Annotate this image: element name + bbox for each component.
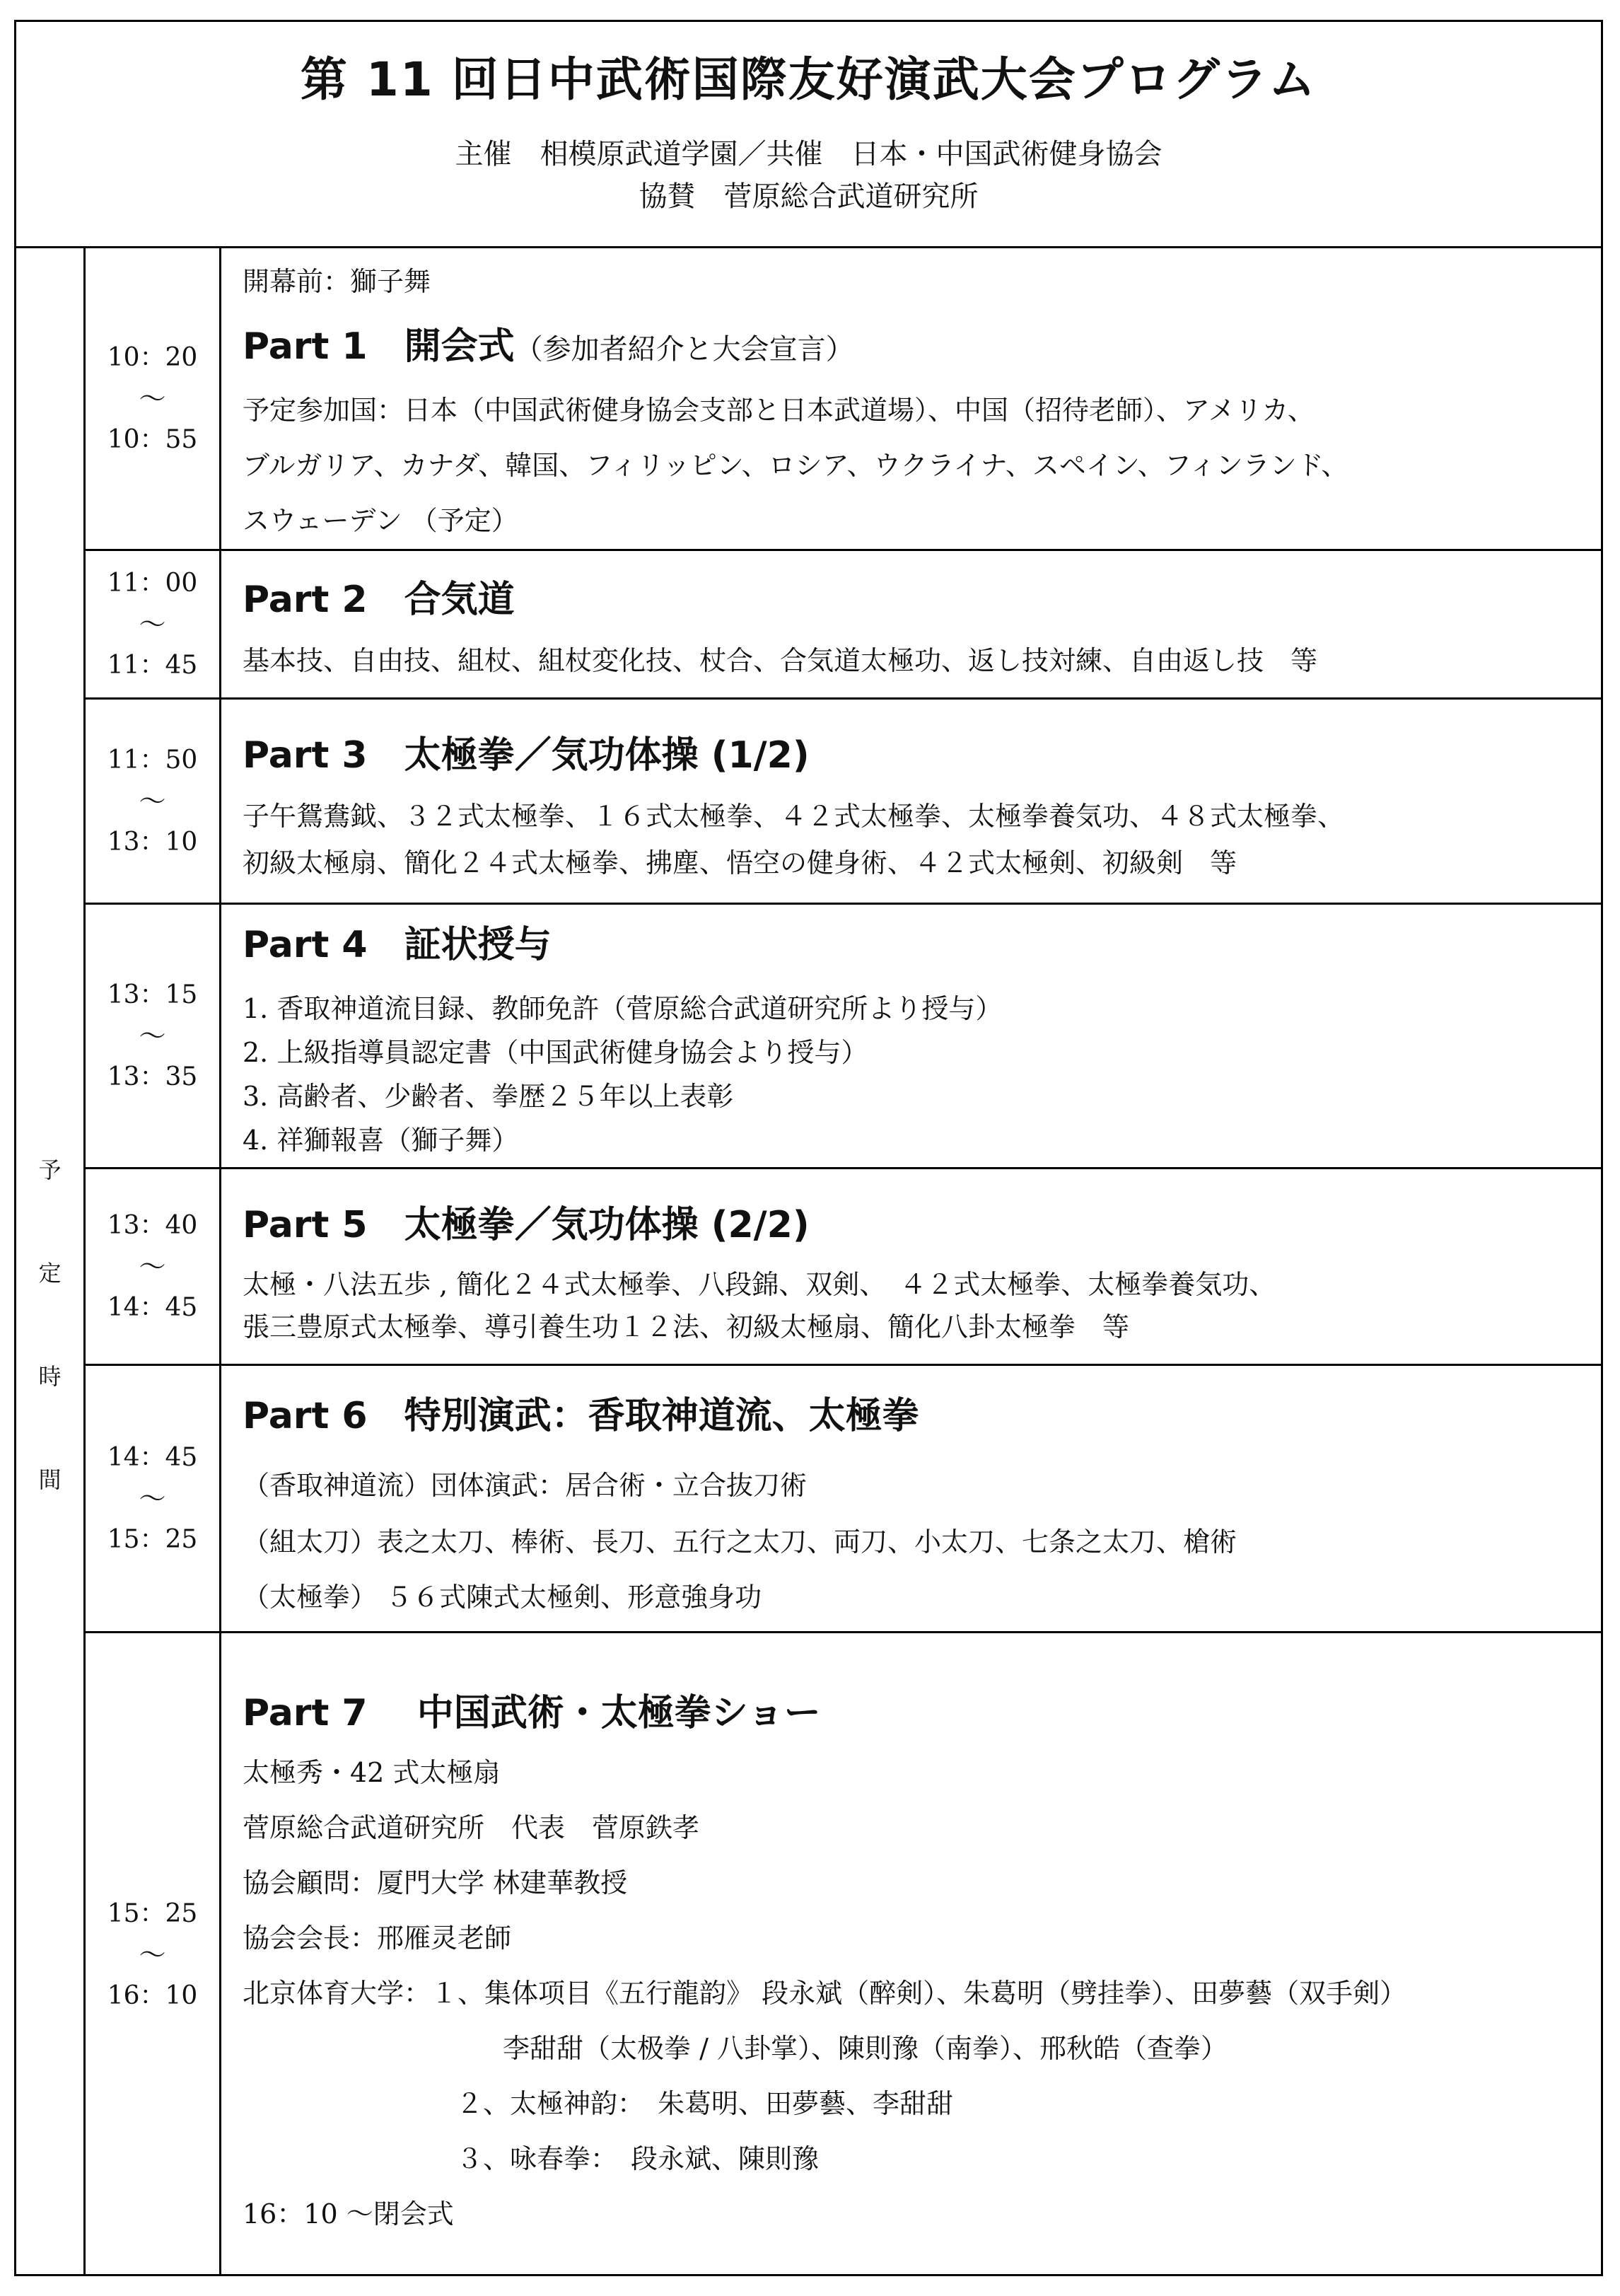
schedule-row-part-7 xyxy=(86,1633,1601,2276)
part-line: （香取神道流）団体演武：居合術・立合抜刀術 xyxy=(243,1470,808,1501)
schedule-side-column xyxy=(16,248,86,2274)
part-line: 4. 祥獅報喜（獅子舞） xyxy=(243,1125,519,1156)
part-content xyxy=(243,905,1594,1167)
part-line: ３、咏春拳： 段永斌、陳則豫 xyxy=(456,2143,820,2174)
schedule-row-part-1 xyxy=(86,248,1601,551)
pre-opening-note: 開幕前：獅子舞 xyxy=(243,266,431,297)
part-line: ２、太極神韵： 朱葛明、田夢藝、李甜甜 xyxy=(456,2088,954,2119)
side-label-char: 間 xyxy=(38,1466,62,1493)
time-separator: ～ xyxy=(139,1483,166,1514)
part-line: 協会会長：邢雁灵老師 xyxy=(243,1923,512,1954)
part-title-text: Part 1 開会式 xyxy=(243,325,515,368)
time-separator: ～ xyxy=(139,383,166,414)
time-start: 13：40 xyxy=(107,1210,198,1240)
part-line: 1. 香取神道流目録、教師免許（菅原総合武道研究所より授与） xyxy=(243,993,1003,1024)
schedule-row-part-2 xyxy=(86,551,1601,700)
scheduled-time-label xyxy=(16,1118,83,1531)
organizers-line: 主催 相模原武道学園／共催 日本・中国武術健身協会 xyxy=(455,138,1162,170)
part-line: スウェーデン （予定） xyxy=(243,505,518,536)
side-label-char: 時 xyxy=(38,1363,62,1390)
time-end: 13：10 xyxy=(107,827,198,857)
time-cell xyxy=(86,1169,221,1364)
page-title: 第 11 回日中武術国際友好演武大会プログラム xyxy=(300,52,1317,107)
part-line: 北京体育大学：１、集体项目《五行龍韵》 段永斌（醉剣）、朱葛明（劈挂拳）、田夢藝（双手剣） xyxy=(243,1978,1407,2009)
part-line: 太極秀・42 式太極扇 xyxy=(243,1757,501,1788)
part-content xyxy=(243,1169,1594,1364)
time-start: 10：20 xyxy=(107,342,198,372)
part-content xyxy=(243,1366,1594,1631)
part-line: 基本技、自由技、組杖、組杖変化技、杖合、合気道太極功、返し技対練、自由返し技 等 xyxy=(243,645,1318,676)
time-cell xyxy=(86,1366,221,1631)
part-title: Part 4 証状授与 xyxy=(243,924,552,966)
closing-ceremony-line: 16：10 ～閉会式 xyxy=(243,2198,454,2230)
time-end: 15：25 xyxy=(107,1524,198,1554)
time-start: 14：45 xyxy=(107,1442,198,1472)
time-end: 13：35 xyxy=(107,1062,198,1091)
side-label-char: 定 xyxy=(38,1260,62,1287)
part-content xyxy=(243,551,1594,697)
part-line: （組太刀）表之太刀、棒術、長刀、五行之太刀、両刀、小太刀、七条之太刀、槍術 xyxy=(243,1526,1237,1558)
side-label-char: 予 xyxy=(38,1156,62,1183)
time-end: 16：10 xyxy=(107,1981,198,2010)
time-separator: ～ xyxy=(139,1251,166,1282)
time-cell xyxy=(86,1633,221,2276)
time-separator: ～ xyxy=(139,608,166,640)
time-end: 11：45 xyxy=(107,650,198,680)
time-end: 14：45 xyxy=(107,1292,198,1322)
part-line: 菅原総合武道研究所 代表 菅原鉄孝 xyxy=(243,1812,700,1843)
time-start: 11：00 xyxy=(107,568,198,598)
part-line: 太極・八法五歩 , 簡化２４式太極拳、八段錦、双剣、 ４２式太極拳、太極拳養気功、 xyxy=(243,1269,1276,1300)
program-sheet xyxy=(14,20,1603,2276)
part-content xyxy=(243,700,1594,903)
part-line: ブルガリア、カナダ、韓国、フィリッピン、ロシア、ウクライナ、スペイン、フィンランド、 xyxy=(243,450,1348,481)
time-cell xyxy=(86,551,221,697)
time-start: 13：15 xyxy=(107,980,198,1009)
schedule-row-part-3 xyxy=(86,700,1601,905)
program-header xyxy=(16,22,1601,248)
part-line: （太極拳） ５６式陳式太極剣、形意強身功 xyxy=(243,1582,762,1613)
time-cell xyxy=(86,905,221,1167)
time-separator: ～ xyxy=(139,1939,166,1971)
part-line: 予定参加国：日本（中国武術健身協会支部と日本武道場）、中国（招待老師）、アメリカ、 xyxy=(243,395,1315,426)
part-subtitle: （参加者紹介と大会宣言） xyxy=(514,333,854,366)
part-title: Part 3 太極拳／気功体操 (1/2) xyxy=(243,734,810,777)
part-line: 3. 高齢者、少齢者、拳歴２５年以上表彰 xyxy=(243,1081,734,1112)
part-line: 李甜甜（太极拳 / 八卦掌）、陳則豫（南拳）、邢秋皓（查拳） xyxy=(503,2033,1228,2064)
part-content xyxy=(243,248,1594,549)
time-start: 15：25 xyxy=(107,1898,198,1928)
part-line: 子午鴛鴦鉞、３２式太極拳、１６式太極拳、４２式太極拳、太極拳養気功、４８式太極拳、 xyxy=(243,801,1345,832)
time-end: 10：55 xyxy=(107,424,198,454)
part-line: 協会顧問：厦門大学 林建華教授 xyxy=(243,1867,628,1898)
part-line: 2. 上級指導員認定書（中国武術健身協会より授与） xyxy=(243,1037,868,1068)
part-line: 初級太極扇、簡化２４式太極拳、拂塵、悟空の健身術、４２式太極剣、初級剣 等 xyxy=(243,847,1237,879)
part-title: Part 6 特別演武：香取神道流、太極拳 xyxy=(243,1395,919,1437)
part-title: Part 5 太極拳／気功体操 (2/2) xyxy=(243,1204,810,1246)
time-cell xyxy=(86,248,221,549)
time-start: 11：50 xyxy=(107,745,198,775)
time-separator: ～ xyxy=(139,1020,166,1052)
time-separator: ～ xyxy=(139,785,166,817)
part-title: Part 2 合気道 xyxy=(243,579,515,621)
sponsor-line: 協賛 菅原総合武道研究所 xyxy=(639,180,979,213)
part-title: Part 7 中国武術・太極拳ショー xyxy=(243,1692,821,1734)
part-line: 張三豊原式太極拳、導引養生功１２法、初級太極扇、簡化八卦太極拳 等 xyxy=(243,1311,1130,1343)
schedule-row-part-4 xyxy=(86,905,1601,1169)
part-title xyxy=(243,316,854,369)
schedule-row-part-5 xyxy=(86,1169,1601,1366)
time-cell xyxy=(86,700,221,903)
part-content xyxy=(243,1633,1594,2276)
schedule-row-part-6 xyxy=(86,1366,1601,1633)
schedule-rows xyxy=(86,248,1601,2274)
